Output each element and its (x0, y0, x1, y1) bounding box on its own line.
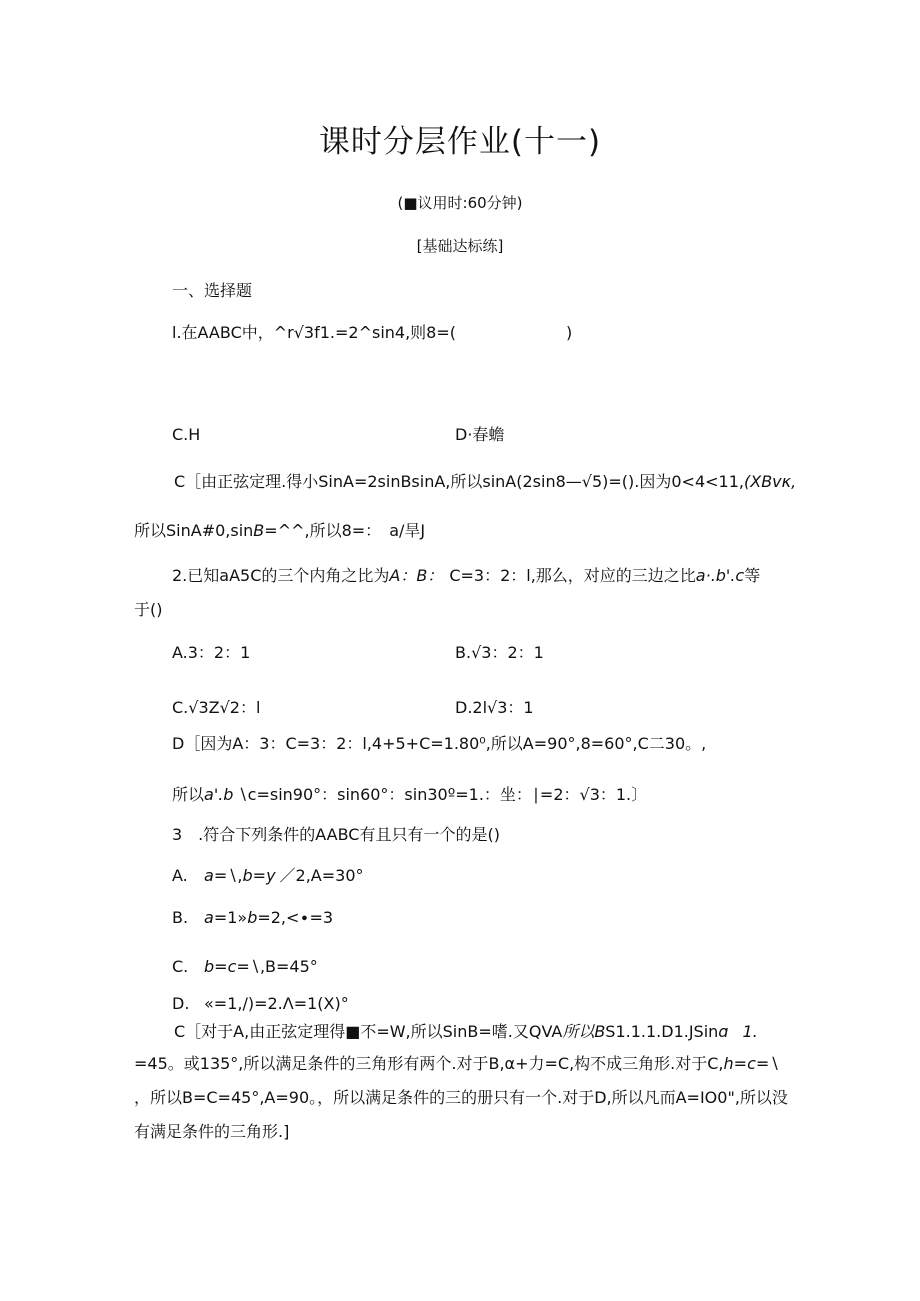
q2-option-d: D.2l√3：1 (455, 698, 534, 717)
q1-answer-part-d: a/旱J (389, 521, 426, 540)
q3-answer-part-a: C［对于A,由正弦定理得■不=W,所以SinB=嗜.又QVA (174, 1022, 563, 1041)
q3-answer-part-2b: h=c (723, 1054, 756, 1073)
q3-answer-line3: ，所以B=C=45°,A=90。，所以满足条件的三的册只有一个.对于D,所以凡而A=IO0",所以没 (134, 1088, 788, 1107)
page-title: 课时分层作业(十一) (318, 124, 602, 160)
q1-stem (172, 323, 572, 343)
q3-option-b (204, 908, 333, 928)
section-heading: 一、选择题 (172, 281, 253, 300)
q2-stem-part-d: a·.b'.c (695, 566, 745, 585)
q1-answer-italic: (XBvκ, (744, 472, 797, 491)
q3-option-b-part2: =1» (213, 908, 248, 927)
q3-answer-line4: 有满足条件的三角形.] (134, 1122, 290, 1141)
q1-option-c: C.H (172, 425, 201, 444)
q2-stem-part-e: 等 (744, 566, 761, 585)
q3-answer-line2 (134, 1054, 779, 1074)
q1-answer-part-a: 所以SinA#0,sin (134, 521, 254, 540)
time-note: (■议用时:60分钟) (397, 194, 523, 212)
q1-answer-line2 (134, 521, 425, 541)
q1-answer-line1 (174, 472, 796, 492)
q3-option-d: «=1,/)=2.Λ=1(X)° (204, 994, 349, 1013)
q3-option-a-part1: a (204, 866, 214, 885)
q3-option-b-part1: a (204, 908, 214, 927)
q3-option-a-label: A. (172, 866, 188, 885)
q1-stem-text: l.在AABC中，^r√3f1.=2^sin4,则8=( (172, 323, 457, 342)
q2-option-c: C.√3Z√2：l (172, 698, 261, 717)
level-heading: [基础达标练] (416, 237, 504, 255)
q2-option-b: B.√3：2：1 (455, 643, 544, 662)
q3-option-b-part3: b (247, 908, 258, 927)
q3-option-a-part2: =∖, (213, 866, 243, 885)
q3-option-b-part4: =2,<∙=3 (257, 908, 334, 927)
q2-option-a: A.3：2：1 (172, 643, 251, 662)
q1-answer-part-c: =^^,所以8=： (264, 521, 382, 540)
q1-answer-text: C［由正弦定理.得小SinA=2sinBsinA,所以sinA(2sin8—√5)=().因为0<4<11, (174, 472, 744, 491)
q2-stem-part-b: A：B： (389, 566, 444, 585)
q3-option-a (204, 866, 364, 886)
q2-answer-part-a: 所以 (172, 785, 205, 804)
q3-option-a-part5: y (266, 866, 276, 885)
q2-answer-line2 (172, 785, 647, 805)
q3-option-c-part1: b=c (204, 957, 237, 976)
q1-answer-part-b: B (253, 521, 265, 540)
q2-answer-part-b: a'.b (204, 785, 234, 804)
q3-answer-part-2a: =45。或135°,所以满足条件的三角形有两个.对于B,α+力=C,构不成三角形.对于C, (134, 1054, 724, 1073)
q3-answer-part-c: S1.1.1.D1.JSin (605, 1022, 719, 1041)
q3-answer-part-e: 1. (742, 1022, 758, 1041)
q1-stem-close: ) (566, 323, 573, 342)
q1-option-d: D·春蟾 (455, 425, 505, 444)
q2-stem-part-a: 2.已知aA5C的三个内角之比为 (172, 566, 390, 585)
q3-option-b-label: B. (172, 908, 189, 927)
q2-stem-line2: 于() (134, 600, 163, 619)
q3-answer-part-2c: =∖ (755, 1054, 780, 1073)
q3-option-c-part2: =∖,B=45° (236, 957, 318, 976)
q3-option-a-part3: b (242, 866, 253, 885)
q3-option-c-label: C. (172, 957, 189, 976)
q3-option-c (204, 957, 318, 977)
q2-stem-line1 (172, 566, 760, 586)
q2-answer-part-c: ∖c=sin90°：sin60°：sin30º=1.：坐：∣=2：√3：1.〕 (237, 785, 648, 804)
q3-stem: 3 .符合下列条件的AABC有且只有一个的是() (172, 825, 500, 844)
q3-answer-part-b: 所以B (562, 1022, 606, 1041)
q3-answer-part-d: ɑ (718, 1022, 729, 1041)
q3-option-a-part4: = (252, 866, 267, 885)
q2-stem-part-c: C=3：2：l,那么，对应的三边之比 (449, 566, 696, 585)
q3-option-a-part6: ／2,A=30° (279, 866, 364, 885)
q3-option-d-label: D. (172, 994, 190, 1013)
q3-answer-line1 (174, 1022, 758, 1042)
q2-answer-line1: D［因为A：3：C=3：2：l,4+5+C=1.80⁰,所以A=90°,8=60°,C二30。, (172, 734, 707, 753)
